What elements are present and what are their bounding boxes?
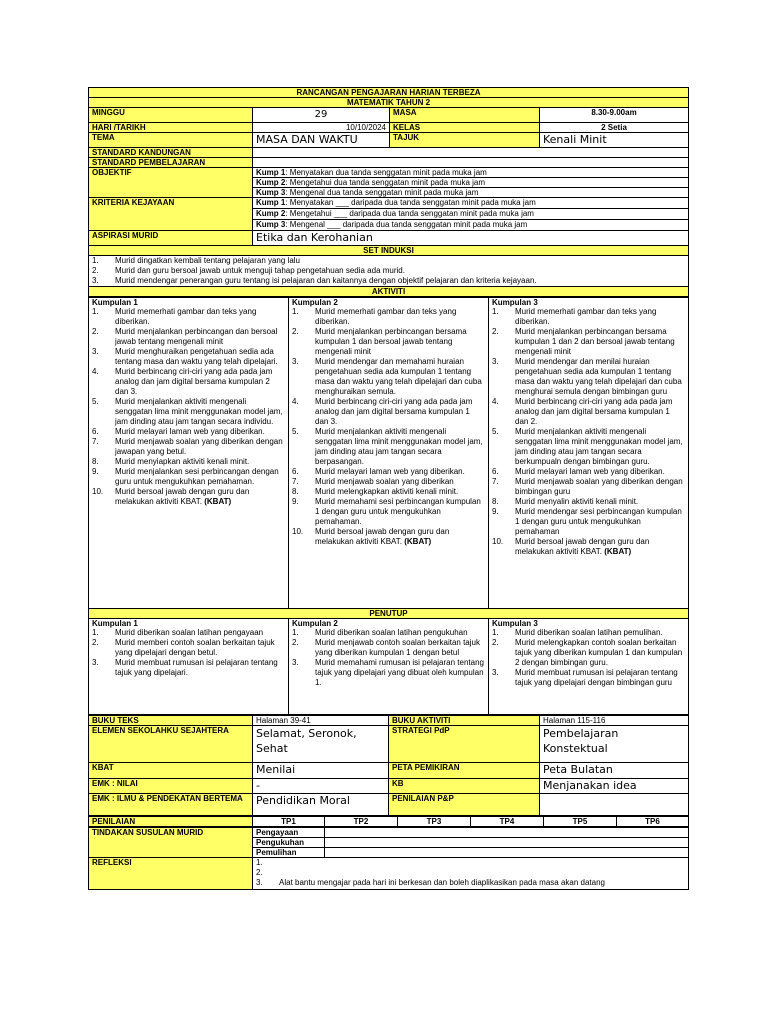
tajuk-value: Kenali Minit: [540, 133, 689, 148]
list-item: 1. Murid memerhati gambar dan teks yang diberikan.: [92, 307, 257, 326]
set-induksi-list: [89, 256, 689, 287]
standard-pembelajaran-value: [253, 158, 689, 168]
tindakan-pengukuhan: Pengukuhan: [253, 838, 325, 848]
buku-aktiviti-label: BUKU AKTIVITI: [389, 716, 540, 726]
list-item: 5. Murid menjalankan aktiviti mengenali senggatan lima minit menggunakan model jam, jam dinding atau jam tangan secara berpasangan.: [292, 427, 483, 466]
penutup-kumpulan-2: Kumpulan 2 1. Murid diberikan soalan latihan pengukuhan 2. Murid menjawab contoh soalan berkaitan tajuk yang diberikan kumpulan 1 dengan betul 3. Murid memahami rumusan isi pelajaran tentang tajuk yang dipelajari yang dibuat oleh kumpulan 1.: [289, 619, 489, 715]
list-item: 3. Murid mendengar penerangan guru tentang isi pelajaran dan kaitannya dengan objektif pelajaran dan kriteria kejayaan.: [92, 276, 537, 285]
list-item: 2. Murid menjalankan perbincangan bersama kumpulan 1 dan bersoal jawab tentang mengenali minit: [292, 327, 467, 356]
kb-label: KB: [389, 779, 540, 794]
list-item: 2. Murid melengkapkan contoh soalan berkaitan tajuk yang diberikan kumpulan 1 dan kumpulan 2 dengan bimbingan guru.: [492, 638, 683, 667]
kb-value: Menjanakan idea: [540, 779, 689, 794]
list-item: 4. Murid berbincang ciri-ciri yang ada pada jam analog dan jam digital bersama kumpulan 2 dan 3.: [92, 367, 273, 396]
list-item: 10. Murid bersoal jawab dengan guru dan melakukan aktiviti KBAT. (KBAT): [292, 527, 450, 546]
list-item: 4. Murid berbincang ciri-ciri yang ada pada jam analog dan jam digital bersama kumpulan 1 dan 2.: [492, 397, 673, 426]
minggu-value: 29: [253, 108, 390, 123]
elemen-label: ELEMEN SEKOLAHKU SEJAHTERA: [89, 726, 253, 763]
objektif-item: Kump 1: Menyatakan dua tanda senggatan minit pada muka jam: [253, 168, 689, 178]
kriteria-item: Kump 2: Mengetahui ___ daripada dua tanda senggatan minit pada muka jam: [253, 209, 689, 220]
tp6-cell: TP6: [617, 817, 689, 827]
penilaian-pp-value: [540, 794, 689, 816]
list-item: 6. Murid melayari laman web yang diberikan.: [492, 467, 665, 476]
list-item: 3. Alat bantu mengajar pada hari ini berkesan dan boleh diaplikasikan pada masa akan datang: [256, 878, 606, 887]
list-item: 2.: [256, 868, 263, 877]
kbat-tag: (KBAT): [404, 537, 432, 546]
set-induksi-header: SET INDUKSI: [89, 246, 689, 256]
list-item: 3. Murid memahami rumusan isi pelajaran tentang tajuk yang dipelajari yang dibuat oleh kumpulan 1.: [292, 658, 484, 687]
masa-value: 8.30-9.00am: [540, 108, 689, 123]
buku-teks-value: Halaman 39-41: [253, 716, 389, 726]
aktiviti-header: AKTIVITI: [89, 287, 689, 297]
document-title: RANCANGAN PENGAJARAN HARIAN TERBEZA: [89, 88, 689, 98]
objektif-item: Kump 3: Mengenal dua tanda senggatan minit pada muka jam: [253, 188, 689, 198]
list-item: 5. Murid menjalankan aktiviti mengenali senggatan lima minit menggunakan model jam, jam dinding atau jam tangan secara individu.: [92, 397, 283, 426]
list-item: 3. Murid mendengar dan menilai huraian pengetahuan sedia ada kumpulan 1 tentang masa dan waktu yang telah dipelajari dan cuba menghurai semula dengan bimbingan guru: [492, 357, 682, 396]
aktiviti-kumpulan-3: Kumpulan 3 1. Murid memerhati gambar dan teks yang diberikan. 2. Murid menjalankan perbincangan bersama kumpulan 1 dan 2 dan bersoal jawab tentang mengenali minit 3. Murid mendengar dan menilai huraian pengetahuan sedia ada kumpulan 1 tentang masa dan waktu yang telah dipelajari dan cuba menghurai semula dengan bimbingan guru 4. Murid berbincang ciri-ciri yang ada pada jam analog dan jam digital bersama kumpulan 1 dan 2. 5. Murid menjalankan aktiviti mengenali senggatan lima minit menggunakan model jam, jam dinding atau jam tangan secara berkumpualn dengan bimbingan guru. 6. Murid melayari laman web yang diberikan. 7. Murid menjawab soalan yang diberikan dengan bimbingan guru 8. Murid menyalin aktiviti kenali minit. 9. Murid mendengar sesi perbincangan kumpulan 1 dengan guru untuk mengukuhkan pemahaman 10. Murid bersoal jawab dengan guru dan melakukan aktiviti KBAT. (KBAT): [489, 298, 689, 609]
standard-pembelajaran-label: STANDARD PEMBELAJARAN: [89, 158, 253, 168]
kbat-tag: (KBAT): [204, 497, 232, 506]
list-item: 3. Murid membuat rumusan isi pelajaran tentang tajuk yang dipelajari.: [92, 658, 278, 677]
list-item: 2. Murid dan guru bersoal jawab untuk menguji tahap pengetahuan sedia ada murid.: [92, 266, 405, 275]
kelas-value: 2 Setia: [540, 123, 689, 133]
kbat-value: Menilai: [253, 763, 389, 779]
list-item: 5. Murid menjalankan aktiviti mengenali senggatan lima minit menggunakan model jam, jam dinding atau jam tangan secara berkumpualn dengan bimbingan guru.: [492, 427, 683, 466]
list-item: 1. Murid dingatkan kembali tentang pelajaran yang lalu: [92, 256, 301, 265]
list-item: 3. Murid membuat rumusan isi pelajaran tentang tajuk yang dipelajari dengan bimbingan guru: [492, 668, 678, 687]
tema-value: MASA DAN WAKTU: [253, 133, 390, 148]
aktiviti-kumpulan-2: Kumpulan 2 1. Murid memerhati gambar dan teks yang diberikan. 2. Murid menjalankan perbincangan bersama kumpulan 1 dan bersoal jawab tentang mengenali minit 3. Murid mendengar dan memahami huraian pengetahuan sedia ada kumpulan 1 tentang masa dan waktu yang telah dipelajari dan cuba menghuraikan semula. 4. Murid berbincang ciri-ciri yang ada pada jam analog dan jam digital bersama kumpulan 1 dan 3. 5. Murid menjalankan aktiviti mengenali senggatan lima minit menggunakan model jam, jam dinding atau jam tangan secara berpasangan. 6. Murid melayari laman web yang diberikan. 7. Murid menjawab soalan yang diberikan 8. Murid melengkapkan aktiviti kenali minit. 9. Murid memahami sesi perbincangan kumpulan 1 dengan guru untuk mengukuhkan pemahaman. 10. Murid bersoal jawab dengan guru dan melakukan aktiviti KBAT. (KBAT): [289, 298, 489, 609]
tp1-cell: TP1: [253, 817, 325, 827]
refleksi-list: [253, 858, 689, 890]
list-item: 2. Murid memberi contoh soalan berkaitan tajuk yang dipelajari dengan betul.: [92, 638, 275, 657]
list-item: 8. Murid menyiapkan aktiviti kenali minit.: [92, 457, 250, 466]
list-item: 3. Murid menghuraikan pengetahuan sedia ada tentang masa dan waktu yang telah dipelajari.: [92, 347, 278, 366]
elemen-value: Selamat, Seronok, Sehat: [253, 726, 389, 763]
tindakan-label: TINDAKAN SUSULAN MURID: [89, 828, 253, 858]
buku-aktiviti-value: Halaman 115-116: [540, 716, 689, 726]
masa-label: MASA: [390, 108, 540, 123]
emk-nilai-value: -: [253, 779, 389, 794]
hari-label: HARI /TARIKH: [89, 123, 253, 133]
kriteria-item: Kump 3: Mengenal ___ daripada dua tanda senggatan minit pada muka jam: [253, 220, 689, 231]
list-item: 1. Murid diberikan soalan latihan pemulihan.: [492, 628, 663, 637]
penilaian-label: PENILAIAN: [89, 817, 253, 827]
list-item: 1. Murid diberikan soalan latihan pengayaan: [92, 628, 264, 637]
list-item: 8. Murid menyalin aktiviti kenali minit.: [492, 497, 639, 506]
list-item: 9. Murid memahami sesi perbincangan kumpulan 1 dengan guru untuk mengukuhkan pemahaman.: [292, 497, 481, 526]
refleksi-label: REFLEKSI: [89, 858, 253, 890]
tp3-cell: TP3: [398, 817, 471, 827]
emk-nilai-label: EMK : NILAI: [89, 779, 253, 794]
list-item: 1.: [256, 858, 263, 867]
lesson-plan-document: [88, 87, 688, 890]
list-item: 2. Murid menjalankan perbincangan bersama kumpulan 1 dan 2 dan bersoal jawab tentang mengenali minit: [492, 327, 675, 356]
list-item: 1. Murid memerhati gambar dan teks yang diberikan.: [292, 307, 457, 326]
standard-kandungan-label: STANDARD KANDUNGAN: [89, 148, 253, 158]
kbat-label: KBAT: [89, 763, 253, 779]
objektif-label: OBJEKTIF: [89, 168, 253, 198]
list-item: 7. Murid menjawab soalan yang diberikan: [292, 477, 454, 486]
list-item: 10. Murid bersoal jawab dengan guru dan melakukan aktiviti KBAT. (KBAT): [92, 487, 250, 506]
penutup-kumpulan-3: Kumpulan 3 1. Murid diberikan soalan latihan pemulihan. 2. Murid melengkapkan contoh soalan berkaitan tajuk yang diberikan kumpulan 1 dan kumpulan 2 dengan bimbingan guru. 3. Murid membuat rumusan isi pelajaran tentang tajuk yang dipelajari dengan bimbingan guru: [489, 619, 689, 715]
strategi-label: STRATEGI PdP: [389, 726, 540, 763]
peta-label: PETA PEMIKIRAN: [389, 763, 540, 779]
aspirasi-label: ASPIRASI MURID: [89, 231, 253, 246]
tindakan-pemulihan: Pemulihan: [253, 848, 325, 858]
objektif-item: Kump 2: Mengetahui dua tanda senggatan minit pada muka jam: [253, 178, 689, 188]
list-item: 9. Murid menjalankan sesi perbincangan dengan guru untuk mengukuhkan pemahaman.: [92, 467, 279, 486]
buku-teks-label: BUKU TEKS: [89, 716, 253, 726]
tp4-cell: TP4: [471, 817, 544, 827]
kriteria-item: Kump 1: Menyatakan ___ daripada dua tanda senggatan minit pada muka jam: [253, 198, 689, 209]
list-item: 10. Murid bersoal jawab dengan guru dan melakukan aktiviti KBAT. (KBAT): [492, 537, 650, 556]
aspirasi-value: Etika dan Kerohanian: [253, 231, 689, 246]
aktiviti-kumpulan-1: Kumpulan 1 1. Murid memerhati gambar dan teks yang diberikan. 2. Murid menjalankan perbincangan dan bersoal jawab tentang mengenali minit 3. Murid menghuraikan pengetahuan sedia ada tentang masa dan waktu yang telah dipelajari. 4. Murid berbincang ciri-ciri yang ada pada jam analog dan jam digital bersama kumpulan 2 dan 3. 5. Murid menjalankan aktiviti mengenali senggatan lima minit menggunakan model jam, jam dinding atau jam tangan secara individu. 6. Murid melayari laman web yang diberikan. 7. Murid menjawab soalan yang diberikan dengan jawapan yang betul. 8. Murid menyiapkan aktiviti kenali minit. 9. Murid menjalankan sesi perbincangan dengan guru untuk mengukuhkan pemahaman. 10. Murid bersoal jawab dengan guru dan melakukan aktiviti KBAT. (KBAT): [89, 298, 289, 609]
strategi-value: Pembelajaran Konstektual: [540, 726, 689, 763]
tp5-cell: TP5: [544, 817, 617, 827]
list-item: 8. Murid melengkapkan aktiviti kenali minit.: [292, 487, 459, 496]
emk-ilmu-label: EMK : ILMU & PENDEKATAN BERTEMA: [89, 794, 253, 816]
kbat-tag: (KBAT): [604, 547, 632, 556]
kriteria-label: KRITERIA KEJAYAAN: [89, 198, 253, 231]
tema-label: TEMA: [89, 133, 253, 148]
penutup-header: PENUTUP: [89, 609, 689, 619]
tindakan-pengayaan-value: [325, 828, 689, 838]
tindakan-pengayaan: Pengayaan: [253, 828, 325, 838]
list-item: 7. Murid menjawab soalan yang diberikan dengan bimbingan guru: [492, 477, 683, 496]
tp2-cell: TP2: [325, 817, 398, 827]
tindakan-pemulihan-value: [325, 848, 689, 858]
emk-ilmu-value: Pendidikan Moral: [253, 794, 389, 816]
list-item: 7. Murid menjawab soalan yang diberikan dengan jawapan yang betul.: [92, 437, 283, 456]
list-item: 6. Murid melayari laman web yang diberikan.: [92, 427, 265, 436]
list-item: 6. Murid melayari laman web yang diberikan.: [292, 467, 465, 476]
document-subtitle: MATEMATIK TAHUN 2: [89, 98, 689, 108]
peta-value: Peta Bulatan: [540, 763, 689, 779]
list-item: 2. Murid menjalankan perbincangan dan bersoal jawab tentang mengenali minit: [92, 327, 278, 346]
list-item: 1. Murid diberikan soalan latihan pengukuhan: [292, 628, 468, 637]
tajuk-label: TAJUK: [390, 133, 540, 148]
list-item: 2. Murid menjawab contoh soalan berkaitan tajuk yang diberikan kumpulan 1 dengan betul: [292, 638, 480, 657]
minggu-label: MINGGU: [89, 108, 253, 123]
penilaian-pp-label: PENILAIAN P&P: [389, 794, 540, 816]
tindakan-pengukuhan-value: [325, 838, 689, 848]
list-item: 9. Murid mendengar sesi perbincangan kumpulan 1 dengan guru untuk mengukuhkan pemahaman: [492, 507, 682, 536]
kelas-label: KELAS: [390, 123, 540, 133]
standard-kandungan-value: [253, 148, 689, 158]
list-item: 4. Murid berbincang ciri-ciri yang ada pada jam analog dan jam digital bersama kumpulan 1 dan 3.: [292, 397, 473, 426]
hari-value: 10/10/2024: [253, 123, 390, 133]
list-item: 1. Murid memerhati gambar dan teks yang diberikan.: [492, 307, 657, 326]
penutup-kumpulan-1: Kumpulan 1 1. Murid diberikan soalan latihan pengayaan 2. Murid memberi contoh soalan berkaitan tajuk yang dipelajari dengan betul. 3. Murid membuat rumusan isi pelajaran tentang tajuk yang dipelajari.: [89, 619, 289, 715]
list-item: 3. Murid mendengar dan memahami huraian pengetahuan sedia ada kumpulan 1 tentang masa dan waktu yang telah dipelajari dan cuba menghuraikan semula.: [292, 357, 482, 396]
